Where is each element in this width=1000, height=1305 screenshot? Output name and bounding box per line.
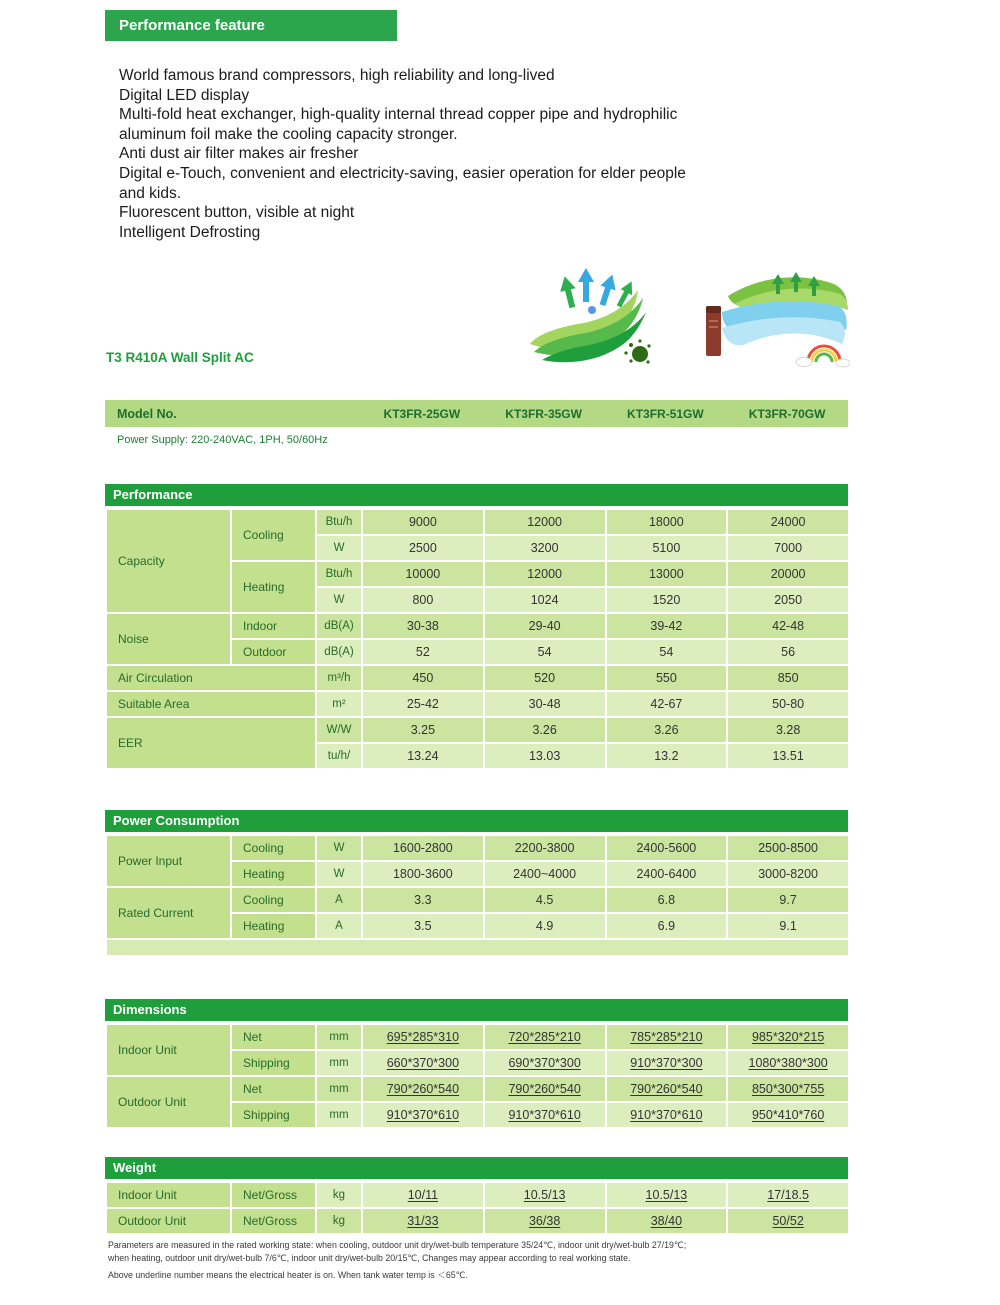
power-consumption-table — [105, 834, 850, 957]
row-label-outdoor-unit: Outdoor Unit — [106, 1076, 231, 1128]
model-no-label: Model No. — [105, 400, 361, 427]
value-cell: 13.03 — [484, 743, 606, 769]
value-cell: 910*370*610 — [362, 1102, 484, 1128]
value-cell: 3.3 — [362, 887, 484, 913]
row-label-net-gross: Net/Gross — [231, 1182, 316, 1208]
value-cell: 20000 — [727, 561, 849, 587]
unit-cell: W/W — [316, 717, 362, 743]
row-label-air-circulation: Air Circulation — [106, 665, 316, 691]
value-cell: 2500 — [362, 535, 484, 561]
unit-cell: W — [316, 587, 362, 613]
empty-row — [106, 939, 849, 956]
feature-item: Anti dust air filter makes air fresher — [119, 145, 359, 163]
value-cell: 850 — [727, 665, 849, 691]
footnote-line: Above underline number means the electrical heater is on. When tank water temp is ＜65℃. — [108, 1270, 468, 1280]
dimensions-section-header: Dimensions — [105, 999, 848, 1021]
footnotes — [108, 1239, 878, 1282]
table-row — [106, 887, 849, 913]
value-cell: 17/18.5 — [727, 1182, 849, 1208]
unit-cell: W — [316, 835, 362, 861]
row-label-shipping: Shipping — [231, 1050, 316, 1076]
row-label-power-input: Power Input — [106, 835, 231, 887]
feature-item: Intelligent Defrosting — [119, 223, 261, 241]
value-cell: 13.24 — [362, 743, 484, 769]
unit-cell: kg — [316, 1208, 362, 1234]
value-cell: 695*285*310 — [362, 1024, 484, 1050]
value-cell: 36/38 — [484, 1208, 606, 1234]
value-cell: 29-40 — [484, 613, 606, 639]
performance-section-header: Performance — [105, 484, 848, 506]
value-cell: 5100 — [606, 535, 728, 561]
value-cell: 910*370*300 — [606, 1050, 728, 1076]
value-cell: 38/40 — [606, 1208, 728, 1234]
row-label-heating: Heating — [231, 861, 316, 887]
row-label-rated-current: Rated Current — [106, 887, 231, 939]
footnote-line: when heating, outdoor unit dry/wet-bulb 7/6℃, indoor unit dry/wet-bulb 20/15℃, Changes may appear according to real working state. — [108, 1252, 631, 1263]
value-cell: 13.51 — [727, 743, 849, 769]
value-cell: 1800-3600 — [362, 861, 484, 887]
row-label-cooling: Cooling — [231, 835, 316, 861]
model-header — [105, 400, 848, 427]
value-cell: 12000 — [484, 509, 606, 535]
value-cell: 9.1 — [727, 913, 849, 939]
performance-section — [105, 484, 850, 770]
illustration-area — [528, 266, 858, 376]
feature-item: Digital LED display — [119, 86, 250, 104]
fresh-air-illustration — [528, 266, 658, 372]
row-label-heating: Heating — [231, 913, 316, 939]
value-cell: 4.5 — [484, 887, 606, 913]
value-cell: 2400-6400 — [606, 861, 728, 887]
value-cell: 7000 — [727, 535, 849, 561]
table-row — [106, 509, 849, 535]
unit-cell: m³/h — [316, 665, 362, 691]
value-cell: 790*260*540 — [484, 1076, 606, 1102]
value-cell: 1024 — [484, 587, 606, 613]
unit-cell: mm — [316, 1050, 362, 1076]
table-row — [105, 400, 848, 427]
unit-cell: Btu/h — [316, 509, 362, 535]
value-cell: 18000 — [606, 509, 728, 535]
table-row — [106, 691, 849, 717]
row-label-suitable-area: Suitable Area — [106, 691, 316, 717]
value-cell: 690*370*300 — [484, 1050, 606, 1076]
value-cell: 910*370*610 — [606, 1102, 728, 1128]
ac-unit-icon — [706, 306, 721, 356]
value-cell: 2200-3800 — [484, 835, 606, 861]
row-label-eer: EER — [106, 717, 316, 769]
unit-cell: dB(A) — [316, 639, 362, 665]
value-cell: 54 — [606, 639, 728, 665]
unit-cell: Btu/h — [316, 561, 362, 587]
row-label-indoor: Indoor — [231, 613, 316, 639]
table-row — [106, 665, 849, 691]
value-cell: 39-42 — [606, 613, 728, 639]
value-cell: 720*285*210 — [484, 1024, 606, 1050]
row-label-cooling: Cooling — [231, 509, 316, 561]
value-cell: 800 — [362, 587, 484, 613]
table-row — [106, 1076, 849, 1102]
value-cell: 3000-8200 — [727, 861, 849, 887]
value-cell: 850*300*755 — [727, 1076, 849, 1102]
unit-cell: kg — [316, 1182, 362, 1208]
row-label-cooling: Cooling — [231, 887, 316, 913]
row-label-outdoor: Outdoor — [231, 639, 316, 665]
value-cell: 30-48 — [484, 691, 606, 717]
value-cell: 52 — [362, 639, 484, 665]
power-consumption-section-header: Power Consumption — [105, 810, 848, 832]
value-cell: 12000 — [484, 561, 606, 587]
model-name: KT3FR-70GW — [726, 400, 848, 427]
value-cell: 10/11 — [362, 1182, 484, 1208]
value-cell: 9000 — [362, 509, 484, 535]
value-cell: 25-42 — [362, 691, 484, 717]
row-label-indoor-unit: Indoor Unit — [106, 1024, 231, 1076]
table-row — [106, 939, 849, 956]
unit-cell: mm — [316, 1024, 362, 1050]
weight-section — [105, 1157, 850, 1235]
value-cell: 785*285*210 — [606, 1024, 728, 1050]
value-cell: 3200 — [484, 535, 606, 561]
unit-cell: mm — [316, 1102, 362, 1128]
power-supply-note: Power Supply: 220-240VAC, 1PH, 50/60Hz — [117, 434, 328, 446]
value-cell: 54 — [484, 639, 606, 665]
performance-table — [105, 508, 850, 770]
value-cell: 50-80 — [727, 691, 849, 717]
value-cell: 2400-5600 — [606, 835, 728, 861]
unit-cell: mm — [316, 1076, 362, 1102]
value-cell: 550 — [606, 665, 728, 691]
unit-cell: tu/h/ — [316, 743, 362, 769]
value-cell: 1520 — [606, 587, 728, 613]
dimensions-table — [105, 1023, 850, 1129]
value-cell: 24000 — [727, 509, 849, 535]
feature-item: Multi-fold heat exchanger, high-quality internal thread copper pipe and hydrophilic aluminum foil make the cooling capacity stronger. — [119, 106, 678, 143]
value-cell: 2500-8500 — [727, 835, 849, 861]
row-label-indoor-unit: Indoor Unit — [106, 1182, 231, 1208]
value-cell: 450 — [362, 665, 484, 691]
value-cell: 9.7 — [727, 887, 849, 913]
row-label-capacity: Capacity — [106, 509, 231, 613]
row-label-net-gross: Net/Gross — [231, 1208, 316, 1234]
value-cell: 42-67 — [606, 691, 728, 717]
unit-cell: A — [316, 887, 362, 913]
value-cell: 2400~4000 — [484, 861, 606, 887]
unit-cell: W — [316, 861, 362, 887]
value-cell: 950*410*760 — [727, 1102, 849, 1128]
value-cell: 30-38 — [362, 613, 484, 639]
feature-item: World famous brand compressors, high reliability and long-lived — [119, 67, 555, 84]
dust-particle-icon — [624, 339, 650, 363]
unit-cell: m² — [316, 691, 362, 717]
rainbow-icon — [808, 346, 840, 362]
value-cell: 6.8 — [606, 887, 728, 913]
table-row — [106, 1024, 849, 1050]
value-cell: 10000 — [362, 561, 484, 587]
value-cell: 6.9 — [606, 913, 728, 939]
dimensions-section — [105, 999, 850, 1129]
value-cell: 3.25 — [362, 717, 484, 743]
row-label-shipping: Shipping — [231, 1102, 316, 1128]
feature-list — [119, 66, 707, 242]
value-cell: 2050 — [727, 587, 849, 613]
unit-cell: A — [316, 913, 362, 939]
value-cell: 520 — [484, 665, 606, 691]
table-row — [106, 613, 849, 639]
value-cell: 3.26 — [606, 717, 728, 743]
value-cell: 13.2 — [606, 743, 728, 769]
value-cell: 985*320*215 — [727, 1024, 849, 1050]
table-row — [106, 1182, 849, 1208]
cooling-airflow-illustration — [700, 270, 850, 370]
value-cell: 42-48 — [727, 613, 849, 639]
value-cell: 4.9 — [484, 913, 606, 939]
table-row — [106, 1208, 849, 1234]
value-cell: 50/52 — [727, 1208, 849, 1234]
value-cell: 910*370*610 — [484, 1102, 606, 1128]
row-label-net: Net — [231, 1024, 316, 1050]
page-title-banner: Performance feature — [105, 10, 397, 41]
table-row — [106, 717, 849, 743]
row-label-outdoor-unit: Outdoor Unit — [106, 1208, 231, 1234]
weight-section-header: Weight — [105, 1157, 848, 1179]
row-label-heating: Heating — [231, 561, 316, 613]
row-label-net: Net — [231, 1076, 316, 1102]
feature-item: Fluorescent button, visible at night — [119, 204, 355, 222]
footnote-line: Parameters are measured in the rated working state: when cooling, outdoor unit dry/wet-bulb temperature 35/24℃, indoor unit dry/wet-bulb 27/19℃; — [108, 1240, 687, 1250]
model-name: KT3FR-25GW — [361, 400, 483, 427]
weight-table — [105, 1181, 850, 1235]
value-cell: 10.5/13 — [484, 1182, 606, 1208]
table-row — [106, 835, 849, 861]
feature-item: Digital e-Touch, convenient and electricity-saving, easier operation for elder people and kids. — [119, 164, 686, 202]
model-name: KT3FR-35GW — [483, 400, 605, 427]
value-cell: 56 — [727, 639, 849, 665]
model-name: KT3FR-51GW — [605, 400, 727, 427]
value-cell: 3.5 — [362, 913, 484, 939]
value-cell: 31/33 — [362, 1208, 484, 1234]
value-cell: 790*260*540 — [606, 1076, 728, 1102]
model-table — [105, 400, 848, 427]
value-cell: 10.5/13 — [606, 1182, 728, 1208]
value-cell: 790*260*540 — [362, 1076, 484, 1102]
value-cell: 1080*380*300 — [727, 1050, 849, 1076]
product-line-title: T3 R410A Wall Split AC — [106, 350, 254, 365]
value-cell: 3.28 — [727, 717, 849, 743]
unit-cell: dB(A) — [316, 613, 362, 639]
unit-cell: W — [316, 535, 362, 561]
row-label-noise: Noise — [106, 613, 231, 665]
value-cell: 1600-2800 — [362, 835, 484, 861]
power-consumption-section — [105, 810, 850, 957]
value-cell: 13000 — [606, 561, 728, 587]
value-cell: 660*370*300 — [362, 1050, 484, 1076]
value-cell: 3.26 — [484, 717, 606, 743]
